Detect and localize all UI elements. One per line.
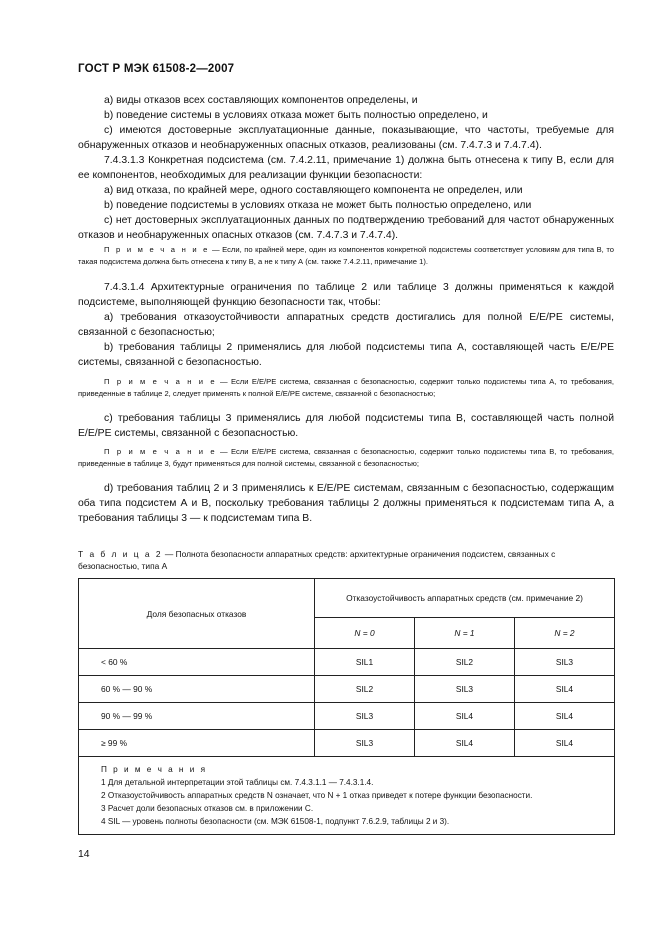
paragraph: b) поведение системы в условиях отказа может быть полностью определено, и [104, 110, 488, 121]
note-label: П р и м е ч а н и е [104, 377, 217, 386]
table-row [79, 730, 615, 757]
table-note: 1 Для детальной интерпретации этой таблицы см. 7.4.3.1.1 — 7.4.3.1.4. [101, 778, 374, 787]
table-notes-title: П р и м е ч а н и я [101, 765, 208, 774]
table-note: 2 Отказоустойчивость аппаратных средств N означает, что N + 1 отказ приведет к потере функции безопасности. [101, 791, 533, 800]
table-cell: SIL3 [315, 730, 415, 757]
table-cell: SIL4 [414, 703, 514, 730]
table-cell: SIL4 [514, 730, 614, 757]
note-text: — Если E/E/PE система, связанная с безопасностью, содержит только подсистемы типа В, то требования, приведенные в таблице 3, будут применяться для полной системы, связанной с безопасностью; [78, 447, 614, 468]
note-label: П р и м е ч а н и е [104, 447, 217, 456]
table-cell: SIL4 [414, 730, 514, 757]
table-cell-fraction: < 60 % [79, 649, 315, 676]
paragraph: 7.4.3.1.3 Конкретная подсистема (см. 7.4.2.11, примечание 1) должна быть отнесена к типу В, если для ее компонентов, необходимых для реализации функции безопасности: [78, 155, 614, 181]
note-label: П р и м е ч а н и е [104, 245, 210, 254]
table-cell: SIL2 [315, 676, 415, 703]
paragraph: b) требования таблицы 2 применялись для любой подсистемы типа А, составляющей часть E/E/PE системы, связанной с безопасностью. [78, 342, 614, 368]
table-cell-fraction: 90 % — 99 % [79, 703, 315, 730]
table-row [79, 703, 615, 730]
paragraph: a) вид отказа, по крайней мере, одного составляющего компонента не определен, или [104, 185, 523, 196]
document-header: ГОСТ Р МЭК 61508-2—2007 [78, 63, 235, 75]
paragraph: c) имеются достоверные эксплуатационные данные, показывающие, что частоты, требуемые для обнаруженных отказов и необнаруженных опасных отказов, реализованы (см. 7.4.7.3 и 7.4.7.4). [78, 125, 614, 151]
note-text: — Если E/E/PE система, связанная с безопасностью, содержит только подсистемы типа А, то требования, приведенные в таблице 2, следует применять к полной E/E/PE системе, связанной с безопасностью; [78, 377, 614, 398]
table-cell: SIL3 [315, 703, 415, 730]
note [78, 376, 614, 400]
note [78, 244, 614, 268]
table-note: 4 SIL — уровень полноты безопасности (см. МЭК 61508-1, подпункт 7.6.2.9, таблицы 2 и 3). [101, 817, 450, 826]
table-cell: SIL4 [514, 676, 614, 703]
column-header-n2: N = 2 [514, 618, 614, 649]
paragraph: a) виды отказов всех составляющих компонентов определены, и [104, 95, 418, 106]
note-text: — Если, по крайней мере, один из компонентов конкретной подсистемы соответствует условиям для типа В, то такая подсистема должна быть отнесена к типу В, а не к типу А (см. также 7.4.2.11, примечание 1). [78, 245, 614, 266]
paragraph: c) требования таблицы 3 применялись для любой подсистемы типа В, составляющей часть полной E/E/PE системы, связанной с безопасностью. [78, 413, 614, 439]
table-cell-fraction: 60 % — 90 % [79, 676, 315, 703]
table-row [79, 649, 615, 676]
table-note: 3 Расчет доли безопасных отказов см. в приложении С. [101, 804, 314, 813]
column-header-fault-tolerance: Отказоустойчивость аппаратных средств (см. примечание 2) [315, 579, 615, 618]
page-number: 14 [78, 849, 90, 860]
column-header-fraction: Доля безопасных отказов [79, 579, 315, 649]
table-notes [79, 757, 615, 835]
table-cell: SIL3 [514, 649, 614, 676]
data-table [78, 578, 615, 835]
table-cell: SIL2 [414, 649, 514, 676]
column-header-n1: N = 1 [414, 618, 514, 649]
table-row [79, 676, 615, 703]
table-cell: SIL3 [414, 676, 514, 703]
paragraph: d) требования таблиц 2 и 3 применялись к E/E/PE системам, связанным с безопасностью, содержащим оба типа подсистем А и В, поскольку требования таблицы 2 должны применяться к подсистемам типа А, а требования таблицы 3 — к подсистемам типа В. [78, 483, 614, 524]
paragraph: c) нет достоверных эксплуатационных данных по подтверждению требований для частот обнаруженных отказов и необнаруженных опасных отказов (см. 7.4.7.3 и 7.4.7.4). [78, 215, 614, 241]
paragraph: b) поведение подсистемы в условиях отказа не может быть полностью определено, или [104, 200, 532, 211]
column-header-n0: N = 0 [315, 618, 415, 649]
paragraph: 7.4.3.1.4 Архитектурные ограничения по таблице 2 или таблице 3 должны применяться к каждой подсистеме, выполняющей функцию безопасности так, чтобы: [78, 282, 614, 308]
table-cell: SIL1 [315, 649, 415, 676]
table-cell-fraction: ≥ 99 % [79, 730, 315, 757]
note [78, 446, 614, 470]
table-caption [78, 548, 614, 572]
table-caption-text: — Полнота безопасности аппаратных средств: архитектурные ограничения подсистем, связанных с безопасностью, типа А [78, 549, 556, 571]
paragraph: a) требования отказоустойчивости аппаратных средств достигались для полной E/E/PE системы, связанной с безопасностью; [78, 312, 614, 338]
table-caption-label: Т а б л и ц а 2 [78, 549, 163, 559]
table-cell: SIL4 [514, 703, 614, 730]
